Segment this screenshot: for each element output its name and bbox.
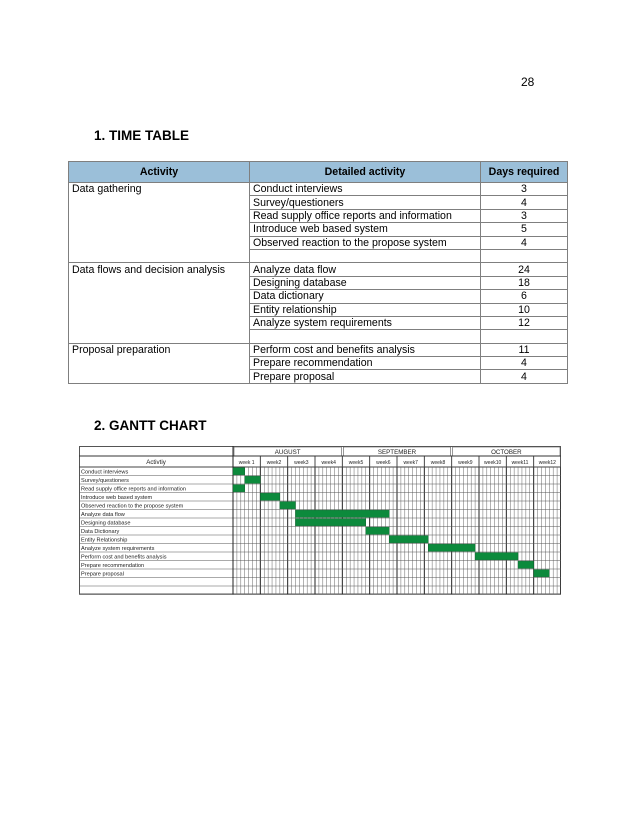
task-bar: [260, 493, 280, 500]
activity-cell: [69, 196, 250, 209]
activity-cell: Data gathering: [69, 183, 250, 196]
table-row: [69, 236, 568, 249]
task-label: Survey/questioners: [81, 478, 129, 485]
days-required-cell: 4: [481, 370, 568, 383]
task-label: Read supply office reports and information: [81, 486, 186, 493]
task-bar: [534, 570, 550, 577]
time-table: [68, 161, 568, 384]
table-header-row: [69, 162, 568, 183]
activity-cell: Proposal preparation: [69, 343, 250, 356]
task-bar: [245, 476, 261, 483]
days-required-cell: 3: [481, 183, 568, 196]
detailed-activity-cell: Conduct interviews: [250, 183, 481, 196]
task-bar: [233, 468, 245, 475]
section-title-time-table: 1. TIME TABLE: [94, 128, 190, 143]
task-label: Data Dictionary: [81, 529, 120, 536]
activity-cell: Data flows and decision analysis: [69, 263, 250, 276]
table-row: [69, 343, 568, 356]
days-required-cell: 5: [481, 223, 568, 236]
task-label: Perform cost and benefits analysis: [81, 554, 167, 561]
detailed-activity-cell: Analyze system requirements: [250, 316, 481, 329]
week-label: week10: [484, 460, 502, 466]
task-bar: [366, 527, 389, 534]
activity-cell: [69, 223, 250, 236]
activity-cell: [69, 303, 250, 316]
week-label: week3: [294, 460, 309, 466]
table-row: [69, 183, 568, 196]
task-bar: [389, 536, 428, 543]
week-label: week11: [511, 460, 529, 466]
days-required-cell: 11: [481, 343, 568, 356]
task-label: Introduce web based system: [81, 495, 153, 502]
table-row: [69, 209, 568, 222]
week-label: week9: [458, 460, 473, 466]
column-header-days-required: Days required: [481, 162, 568, 183]
empty-cell: [69, 249, 250, 262]
detailed-activity-cell: Analyze data flow: [250, 263, 481, 276]
activity-cell: [69, 236, 250, 249]
section-title-gantt-chart: 2. GANTT CHART: [94, 418, 207, 433]
task-bar: [295, 510, 389, 517]
days-required-cell: 4: [481, 236, 568, 249]
empty-cell: [481, 249, 568, 262]
table-row: [69, 370, 568, 383]
empty-cell: [250, 249, 481, 262]
month-label: OCTOBER: [491, 449, 522, 456]
detailed-activity-cell: Prepare recommendation: [250, 357, 481, 370]
week-label: week8: [430, 460, 446, 466]
task-bar: [233, 485, 245, 492]
table-row: [69, 223, 568, 236]
task-bar: [428, 544, 475, 551]
activity-cell: [69, 316, 250, 329]
table-row: [69, 316, 568, 329]
detailed-activity-cell: Designing database: [250, 276, 481, 289]
task-bar: [518, 561, 534, 568]
table-row: [69, 357, 568, 370]
table-row: [69, 263, 568, 276]
days-required-cell: 6: [481, 290, 568, 303]
task-label: Analyze data flow: [81, 512, 125, 519]
week-label: week 1: [238, 460, 255, 466]
table-row: [69, 196, 568, 209]
table-spacer-row: [69, 249, 568, 262]
task-bar: [280, 502, 296, 509]
week-label: week12: [538, 460, 556, 466]
days-required-cell: 4: [481, 196, 568, 209]
gantt-chart: [79, 446, 561, 606]
days-required-cell: 18: [481, 276, 568, 289]
week-label: week5: [348, 460, 364, 466]
detailed-activity-cell: Entity relationship: [250, 303, 481, 316]
week-label: week4: [321, 460, 336, 466]
days-required-cell: 24: [481, 263, 568, 276]
activity-cell: [69, 276, 250, 289]
activity-header-label: Activtiy: [146, 459, 166, 466]
task-label: Analyze system requirements: [81, 546, 155, 553]
table-row: [69, 290, 568, 303]
month-label: SEPTEMBER: [377, 449, 417, 456]
task-bar: [475, 553, 518, 560]
page-number: 28: [521, 75, 535, 89]
activity-cell: [69, 290, 250, 303]
days-required-cell: 4: [481, 357, 568, 370]
week-label: week7: [403, 460, 418, 466]
detailed-activity-cell: Data dictionary: [250, 290, 481, 303]
table-row: [69, 303, 568, 316]
task-bar: [295, 519, 365, 526]
task-label: Conduct interviews: [81, 469, 129, 476]
task-label: Entity Relationship: [81, 537, 128, 544]
activity-cell: [69, 357, 250, 370]
empty-cell: [69, 330, 250, 343]
task-label: Prepare recommendation: [81, 563, 145, 570]
days-required-cell: 10: [481, 303, 568, 316]
task-label: Designing database: [81, 520, 131, 527]
days-required-cell: 12: [481, 316, 568, 329]
task-label: Observed reaction to the propose system: [81, 503, 184, 510]
column-header-activity: Activity: [69, 162, 250, 183]
week-label: week6: [376, 460, 391, 466]
table-row: [69, 276, 568, 289]
activity-cell: [69, 370, 250, 383]
detailed-activity-cell: Read supply office reports and information: [250, 209, 481, 222]
detailed-activity-cell: Prepare proposal: [250, 370, 481, 383]
detailed-activity-cell: Introduce web based system: [250, 223, 481, 236]
activity-cell: [69, 209, 250, 222]
detailed-activity-cell: Perform cost and benefits analysis: [250, 343, 481, 356]
task-label: Prepare proposal: [81, 571, 124, 578]
column-header-detailed-activity: Detailed activity: [250, 162, 481, 183]
month-label: AUGUST: [274, 449, 301, 456]
days-required-cell: 3: [481, 209, 568, 222]
empty-cell: [250, 330, 481, 343]
detailed-activity-cell: Observed reaction to the propose system: [250, 236, 481, 249]
detailed-activity-cell: Survey/questioners: [250, 196, 481, 209]
empty-cell: [481, 330, 568, 343]
week-label: week2: [266, 460, 282, 466]
table-spacer-row: [69, 330, 568, 343]
